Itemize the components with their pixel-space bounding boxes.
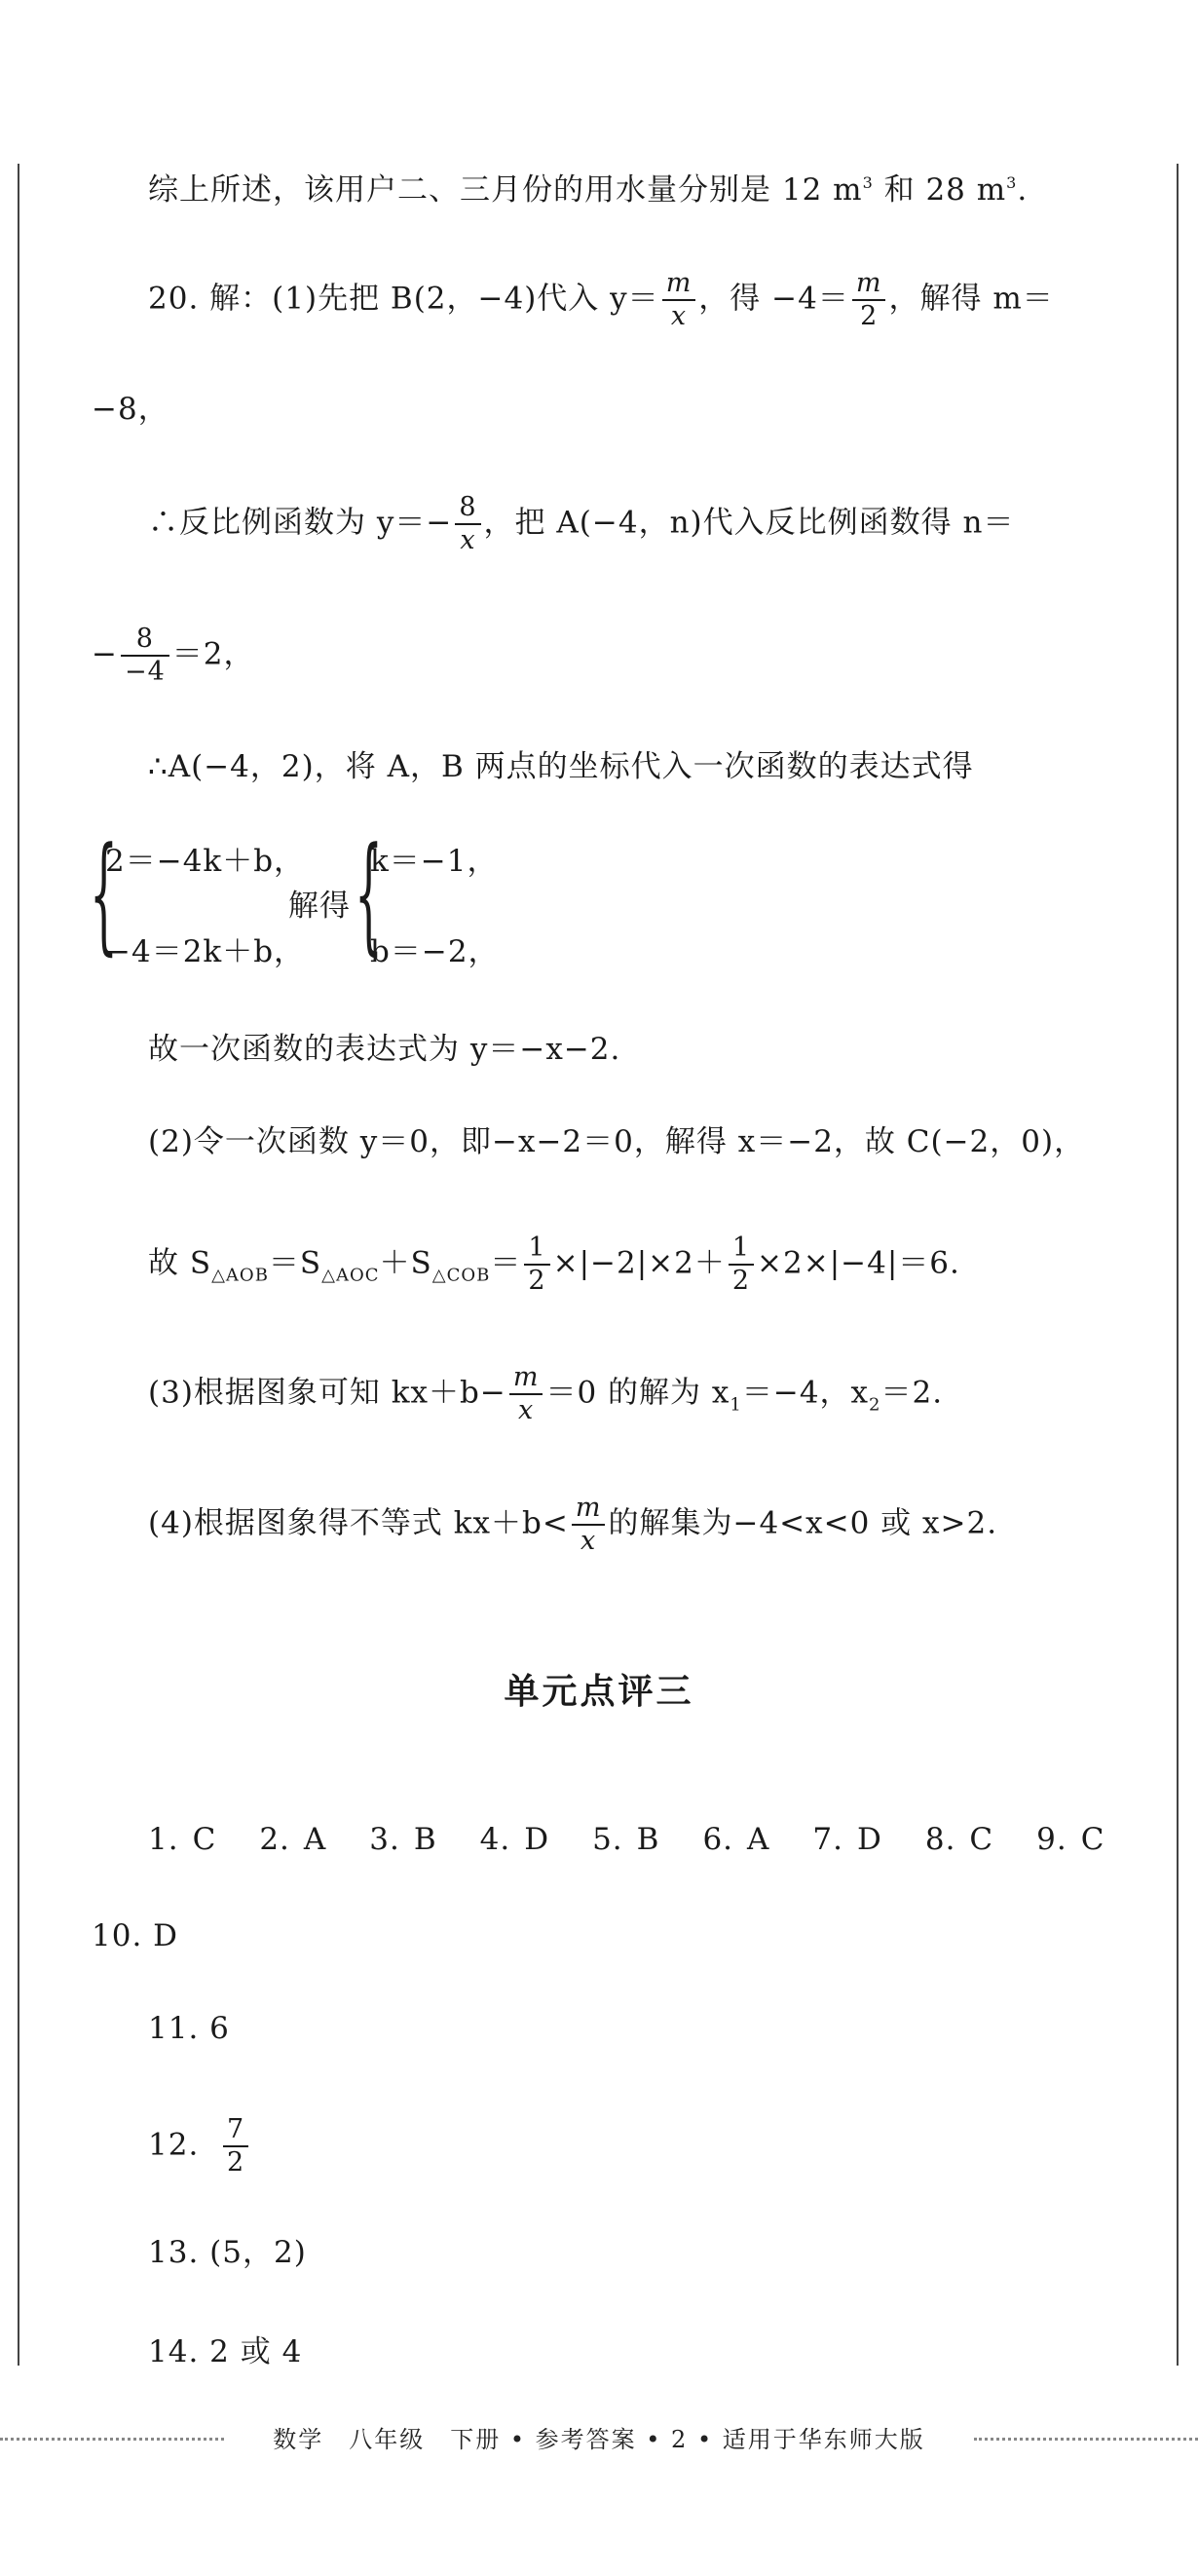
fraction-m-over-x-3: $\frac{m}{x}$: [572, 1493, 606, 1557]
mcq-answer-3: B: [413, 1822, 437, 1857]
left-brace-2: {: [355, 819, 383, 967]
mcq-number-2: 2.: [259, 1822, 290, 1857]
q20-line-4: − $\frac{8}{-4}$ ＝2，: [92, 624, 255, 687]
q20-line-9: (3)根据图象可知 kx＋b− $\frac{m}{x}$ ＝0 的解为 $x_1=-4$，$x_2=2$.: [148, 1362, 944, 1425]
q20-line-8: 故 $S_{\triangle AOB}=S_{\triangle AOC}+S_{\triangle COB}=$ $\frac{1}{2}$ ×|−2|×2＋ $\frac{1}{2}$ ×2×|−4|＝6.: [148, 1232, 960, 1296]
mcq-number-9: 9.: [1036, 1822, 1067, 1857]
mcq-number-7: 7.: [812, 1822, 843, 1857]
mcq-answer-4: D: [524, 1822, 550, 1857]
q20-line-1: 20. 解：(1)先把 B(2，−4)代入 y＝ $\frac{m}{x}$ ，得 −4＝ $\frac{m}{2}$ ，解得 m＝: [148, 268, 1054, 331]
system1-row-2: −4＝2k＋b，: [105, 934, 306, 969]
mcq-answer-2: A: [303, 1822, 327, 1857]
mcq-answer-8: C: [969, 1822, 994, 1857]
fraction-8-over-x: $\frac{8}{x}$: [455, 492, 480, 556]
q20-line-6: 故一次函数的表达式为 y＝−x−2.: [148, 1032, 621, 1067]
mcq-number-5: 5.: [592, 1822, 623, 1857]
fraction-m-over-2: $\frac{m}{2}$: [852, 268, 886, 332]
unit-title: 单元点评三: [504, 1672, 694, 1712]
mcq-answer-7: D: [856, 1822, 882, 1857]
answer-10: 10. D: [92, 1918, 179, 1953]
mcq-number-8: 8.: [924, 1822, 956, 1857]
mcq-answer-5: B: [636, 1822, 660, 1857]
fraction-1-over-2-a: $\frac{1}{2}$: [524, 1232, 549, 1297]
right-margin-line: [1177, 164, 1179, 2366]
system2-row-2: b＝−2，: [370, 934, 500, 969]
mcq-number-6: 6.: [702, 1822, 734, 1857]
system1-row-1: 2＝−4k＋b，: [105, 844, 306, 879]
q20-line-3: ∴反比例函数为 y＝− $\frac{8}{x}$ ，把 A(−4，n)代入反比例函数得 n＝: [148, 492, 1015, 555]
answer-12: 12. $\frac{7}{2}$: [148, 2114, 251, 2178]
mcq-number-3: 3.: [369, 1822, 400, 1857]
q20-line-10: (4)根据图象得不等式 kx＋b< $\frac{m}{x}$ 的解集为−4<x<0 或 x>2.: [148, 1493, 998, 1556]
summary-line: 综上所述，该用户二、三月份的用水量分别是 12 $m^3$ 和 28 $m^3$.: [148, 172, 1029, 208]
left-brace-1: {: [90, 819, 118, 967]
mcq-number-4: 4.: [479, 1822, 511, 1857]
answer-14: 14. 2 或 4: [148, 2334, 303, 2369]
mcq-answer-6: A: [747, 1822, 770, 1857]
fraction-1-over-2-b: $\frac{1}{2}$: [729, 1232, 754, 1297]
solve-label: 解得: [288, 889, 351, 924]
left-margin-line: [18, 164, 19, 2366]
mcq-answer-1: C: [192, 1822, 217, 1857]
mcq-answers: [148, 1818, 1104, 1861]
q20-line-5: ∴A(−4，2)，将 A，B 两点的坐标代入一次函数的表达式得: [148, 749, 974, 784]
q20-line-2: −8，: [92, 392, 169, 427]
footer-text: 数学 八年级 下册 • 参考答案 • 2 • 适用于华东师大版: [273, 2426, 925, 2453]
mcq-answer-9: C: [1080, 1822, 1105, 1857]
fraction-7-over-2: $\frac{7}{2}$: [223, 2114, 248, 2178]
answer-11: 11. 6: [148, 2011, 230, 2046]
fraction-m-over-x-2: $\frac{m}{x}$: [509, 1362, 543, 1426]
system2-row-1: k＝−1，: [370, 844, 499, 879]
fraction-m-over-x: $\frac{m}{x}$: [662, 268, 696, 332]
answer-13: 13. (5，2): [148, 2235, 307, 2270]
fraction-8-over-neg4: $\frac{8}{-4}$: [121, 624, 169, 688]
mcq-number-1: 1.: [148, 1822, 179, 1857]
q20-line-7: (2)令一次函数 y＝0，即−x−2＝0，解得 x＝−2，故 C(−2，0)，: [148, 1124, 1086, 1159]
